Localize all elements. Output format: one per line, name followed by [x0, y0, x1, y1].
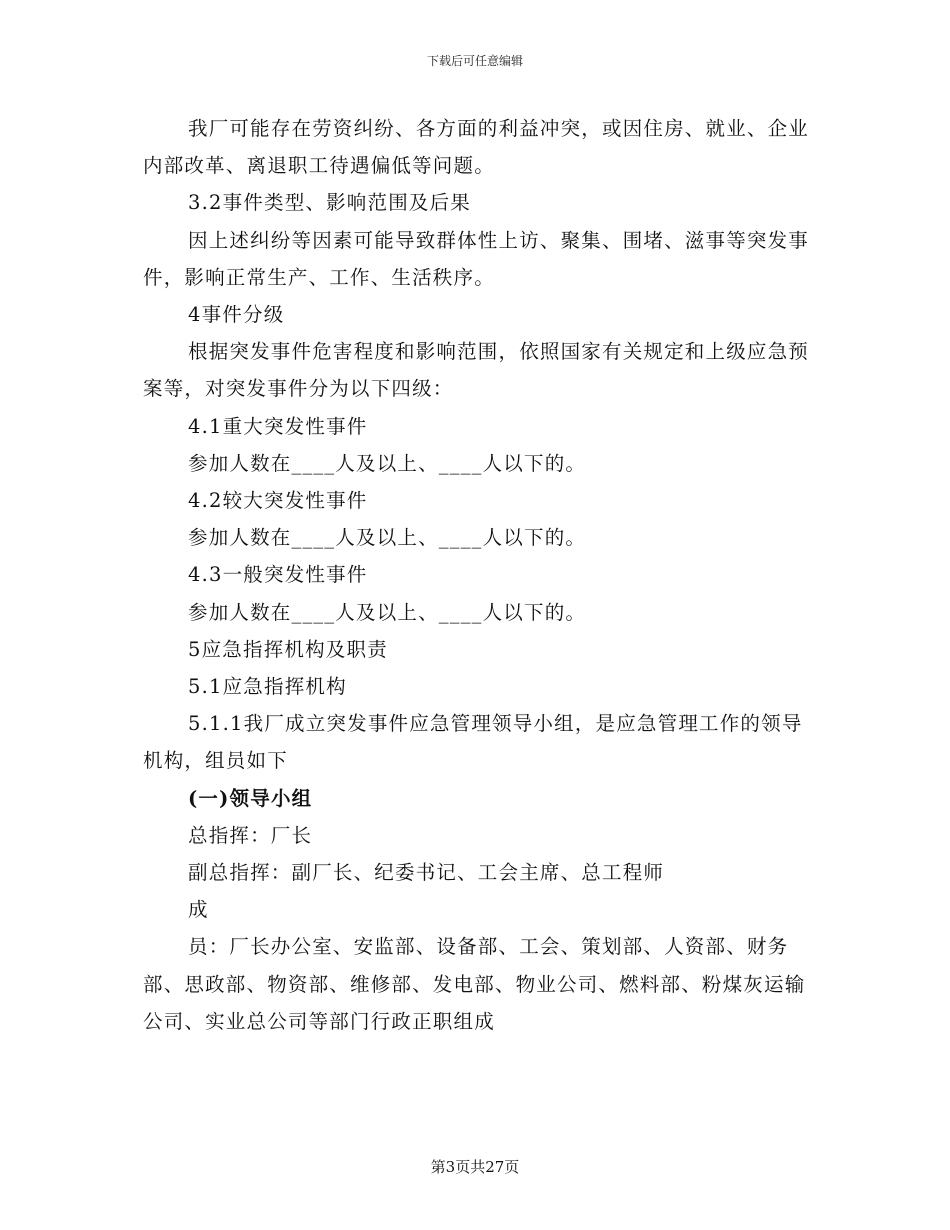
section-heading: 4.3一般突发性事件: [188, 563, 368, 587]
page-header: 下载后可任意编辑: [426, 54, 523, 68]
paragraph: 参加人数在____人及以上、____人以下的。: [188, 451, 587, 475]
paragraph: 员：厂长办公室、安监部、设备部、工会、策划部、人资部、财务部、思政部、物资部、维修部、发电部、物业公司、燃料部、粉煤灰运输公司、实业总公司等部门行政正职组成: [143, 935, 806, 1033]
paragraph: 根据突发事件危害程度和影响范围，依照国家有关规定和上级应急预案等，对突发事件分为以下四级：: [143, 340, 810, 401]
paragraph: 因上述纠纷等因素可能导致群体性上访、聚集、围堵、滋事等突发事件，影响正常生产、工作、生活秩序。: [143, 228, 810, 289]
paragraph: 参加人数在____人及以上、____人以下的。: [188, 526, 587, 550]
paragraph: 参加人数在____人及以上、____人以下的。: [188, 600, 587, 624]
document-body: [143, 110, 813, 1040]
section-heading: 5应急指挥机构及职责: [188, 637, 388, 661]
section-heading: 5.1应急指挥机构: [188, 675, 347, 699]
paragraph: 5.1.1我厂成立突发事件应急管理领导小组，是应急管理工作的领导机构，组员如下: [143, 712, 803, 773]
page-footer: 第3页共27页: [430, 1158, 520, 1176]
section-heading: 4.1重大突发性事件: [188, 414, 368, 438]
paragraph: 副总指挥：副厂长、纪委书记、工会主席、总工程师: [188, 861, 665, 885]
group-heading: (一)领导小组: [188, 786, 313, 810]
section-heading: 3.2事件类型、影响范围及后果: [188, 191, 472, 215]
section-heading: 4.2较大突发性事件: [188, 489, 368, 513]
paragraph: 成: [188, 898, 209, 922]
paragraph: 我厂可能存在劳资纠纷、各方面的利益冲突，或因住房、就业、企业内部改革、离退职工待遇偏低等问题。: [143, 117, 810, 178]
section-heading: 4事件分级: [188, 303, 285, 327]
paragraph: 总指挥：厂长: [188, 823, 313, 847]
